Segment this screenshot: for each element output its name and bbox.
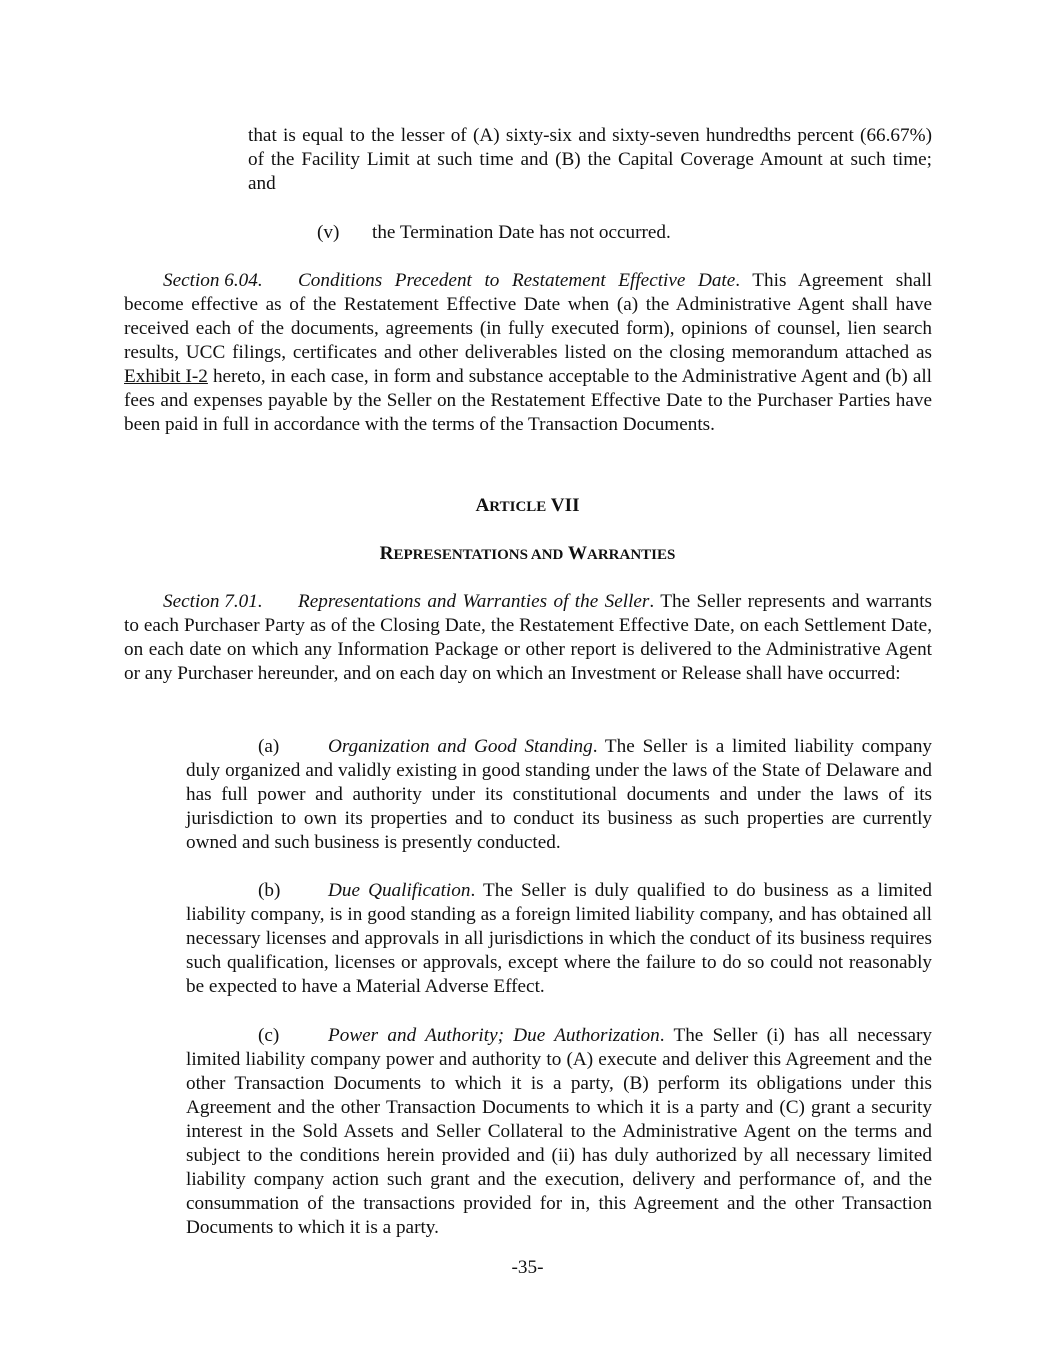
section-6-04 [124, 269, 932, 437]
page-number: -35- [511, 1257, 544, 1278]
paragraph-b [186, 879, 932, 999]
section-7-01-heading: Representations and Warranties of the Seller [298, 591, 650, 612]
section-7-01 [124, 590, 932, 686]
clause-v [317, 221, 671, 245]
section-6-04-text-b: hereto, in each case, in form and substance acceptable to the Administrative Agent and (b) all fees and expenses payable by the Seller on the Restatement Effective Date to the Purchaser Parties have been paid in full in accordance with the terms of the Transaction Documents. [124, 366, 932, 435]
paragraph-c-text: . The Seller (i) has all necessary limited liability company power and authority to (A) execute and deliver this Agreement and the other Transaction Documents to which it is a party, (B) perform its obligations under this Agreement and the other Transaction Documents to which it is a party and (C) grant a security interest in the Sold Assets and Seller Collateral to the Administrative Agent on the terms and subject to the conditions herein provided and (ii) has duly authorized by all necessary limited liability company action such grant and the execution, delivery and performance of, and the consummation of the transactions provided for in, this Agreement and the other Transaction Documents to which it is a party. [186, 1025, 932, 1238]
paragraph-b-label: (b) [258, 880, 281, 901]
exhibit-i-2-link[interactable]: Exhibit I-2 [124, 366, 208, 387]
section-7-01-text: . The Seller represents and warrants to each Purchaser Party as of the Closing Date, the Restatement Effective Date, on each Settlement Date, on each date on which any Information Package or other report is delivered to the Administrative Agent or any Purchaser hereunder, and on each day on which an Investment or Release shall have occurred: [124, 591, 932, 684]
paragraph-b-text: . The Seller is duly qualified to do business as a limited liability company, is in good standing as a foreign limited liability company, and has obtained all necessary licenses and approvals in all jurisdictions in which the conduct of its business requires such qualification, licenses or approvals, except where the failure to do so could not reasonably be expected to have a Material Adverse Effect. [186, 880, 932, 997]
paragraph-a-text: . The Seller is a limited liability company duly organized and validly existing in good standing under the laws of the State of Delaware and has full power and authority under its constitutional documents and under the laws of its jurisdiction to own its properties and to conduct its business as such properties are currently owned and such business is presently conducted. [186, 736, 933, 853]
paragraph-a-label: (a) [258, 736, 280, 757]
article-numeral: VII [550, 495, 580, 516]
article-heading: ARTICLE VII [475, 495, 580, 516]
continuation-paragraph: that is equal to the lesser of (A) sixty-six and sixty-seven hundredths percent (66.67%) of the Facility Limit at such time and (B) the Capital Coverage Amount at such time; and [248, 125, 932, 194]
paragraph-c-label: (c) [258, 1025, 280, 1046]
section-6-04-text-a: . This Agreement shall become effective as of the Restatement Effective Date when (a) the Administrative Agent shall have received each of the documents, agreements (in fully executed form), opinions of counsel, lien search results, UCC filings, certificates and other deliverables listed on the closing memorandum attached as [124, 270, 932, 363]
section-6-04-heading: Conditions Precedent to Restatement Effective Date [298, 270, 736, 291]
article-title: REPRESENTATIONS AND WARRANTIES [379, 543, 676, 564]
paragraph-b-heading: Due Qualification [328, 880, 471, 901]
paragraph-a-heading: Organization and Good Standing [328, 736, 593, 757]
section-6-04-number: Section 6.04. [163, 270, 263, 291]
paragraph-a [186, 735, 932, 855]
section-7-01-number: Section 7.01. [163, 591, 263, 612]
clause-v-text: the Termination Date has not occurred. [372, 222, 671, 243]
paragraph-c [186, 1024, 932, 1240]
clause-v-label: (v) [317, 222, 340, 243]
paragraph-c-heading: Power and Authority; Due Authorization [328, 1025, 660, 1046]
